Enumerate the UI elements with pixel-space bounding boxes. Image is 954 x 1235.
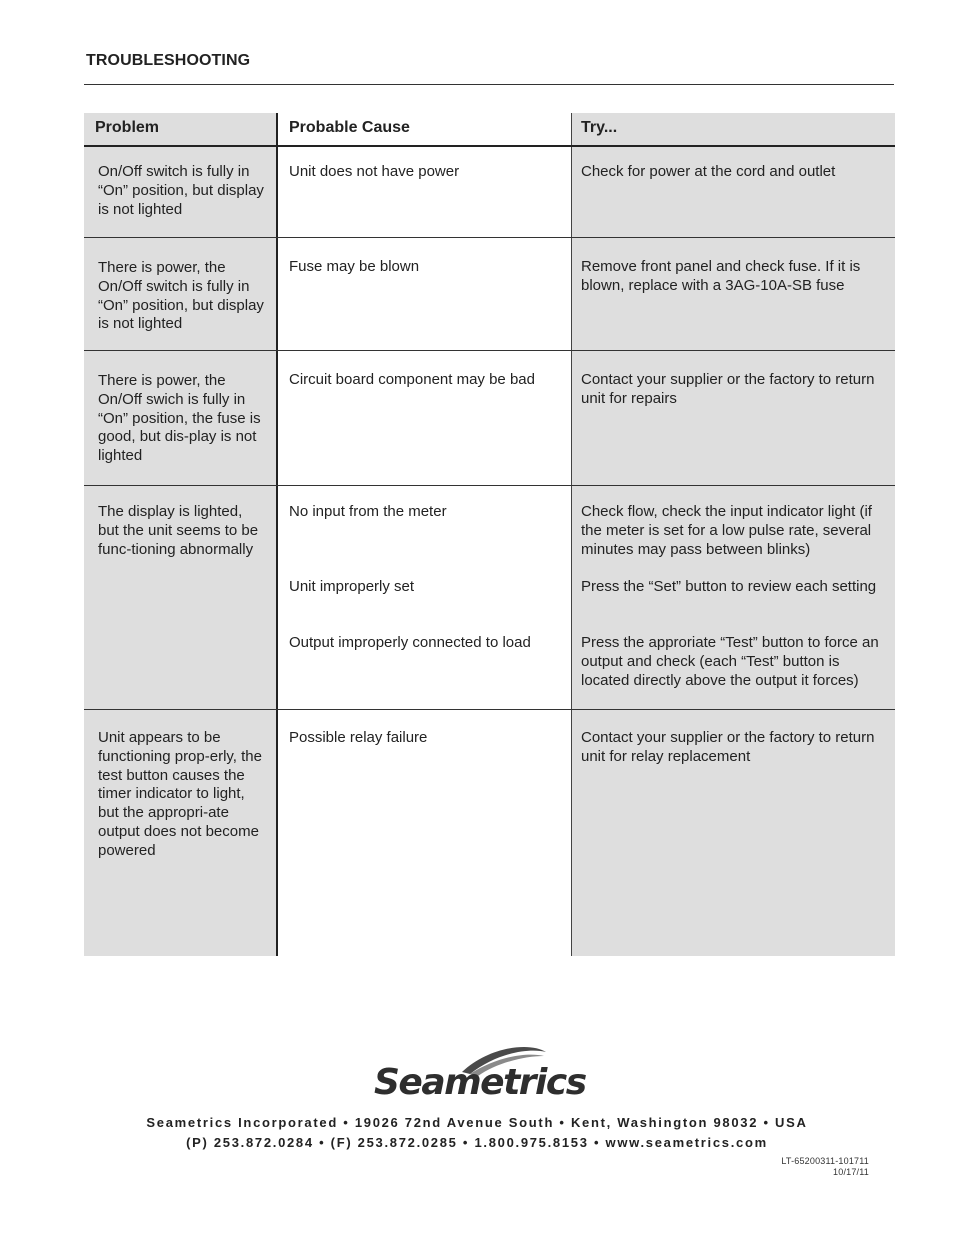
table-row xyxy=(84,238,895,351)
document-number: LT-65200311-101711 xyxy=(781,1156,869,1166)
try-cell xyxy=(572,351,895,485)
cause-text: No input from the meter xyxy=(289,503,447,520)
table-row xyxy=(84,351,895,486)
problem-cell: There is power, the On/Off swich is fully in “On” position, the fuse is good, but dis-play is not lighted xyxy=(84,351,278,485)
cause-text: Unit improperly set xyxy=(289,578,415,595)
cause-cell xyxy=(278,238,572,350)
table-row xyxy=(84,147,895,238)
try-cell xyxy=(572,147,895,237)
problem-cell: There is power, the On/Off switch is fully in “On” position, but display is not lighted xyxy=(84,238,278,350)
try-text: Press the “Set” button to review each setting xyxy=(581,578,877,595)
table-row xyxy=(84,710,895,956)
cause-cell xyxy=(278,486,572,709)
cause-text: Possible relay failure xyxy=(289,729,428,746)
cause-cell xyxy=(278,351,572,485)
title-divider xyxy=(84,84,894,85)
cause-cell xyxy=(278,710,572,956)
problem-cell: The display is lighted, but the unit seems to be func-tioning abnormally xyxy=(84,486,278,709)
try-text: Contact your supplier or the factory to return unit for relay replacement xyxy=(581,729,875,765)
problem-cell: On/Off switch is fully in “On” position, but display is not lighted xyxy=(84,147,278,237)
footer-address: Seametrics Incorporated • 19026 72nd Avenue South • Kent, Washington 98032 • USA xyxy=(146,1115,808,1130)
try-text: Check flow, check the input indicator light (if the meter is set for a low pulse rate, several minutes may pass between blinks) xyxy=(581,503,872,558)
cause-cell xyxy=(278,147,572,237)
troubleshooting-table xyxy=(84,113,895,956)
logo-text: Seametrics xyxy=(374,1062,586,1103)
try-text: Check for power at the cord and outlet xyxy=(581,163,836,180)
try-cell xyxy=(572,710,895,956)
try-text: Press the approriate “Test” button to force an output and check (each “Test” button is located directly above the output it forces) xyxy=(581,634,879,689)
cause-text: Output improperly connected to load xyxy=(289,634,531,651)
cause-text: Fuse may be blown xyxy=(289,258,420,275)
table-row xyxy=(84,486,895,710)
problem-cell: Unit appears to be functioning prop-erly, the test button causes the timer indicator to light, but the appropri-ate output does not become powered xyxy=(84,710,278,956)
document-date: 10/17/11 xyxy=(833,1167,869,1177)
cause-text: Unit does not have power xyxy=(289,163,460,180)
cause-text: Circuit board component may be bad xyxy=(289,371,535,388)
try-text: Contact your supplier or the factory to return unit for repairs xyxy=(581,371,875,407)
table-header xyxy=(84,113,895,147)
footer-contact: (P) 253.872.0284 • (F) 253.872.0285 • 1.800.975.8153 • www.seametrics.com xyxy=(186,1135,768,1150)
seametrics-logo xyxy=(370,1044,590,1108)
header-problem: Problem xyxy=(84,113,278,145)
try-cell xyxy=(572,238,895,350)
section-title: TROUBLESHOOTING xyxy=(86,52,251,69)
try-text: Remove front panel and check fuse. If it is blown, replace with a 3AG-10A-SB fuse xyxy=(581,258,861,294)
header-try: Try... xyxy=(572,113,895,145)
try-cell xyxy=(572,486,895,709)
header-probable-cause: Probable Cause xyxy=(278,113,572,145)
